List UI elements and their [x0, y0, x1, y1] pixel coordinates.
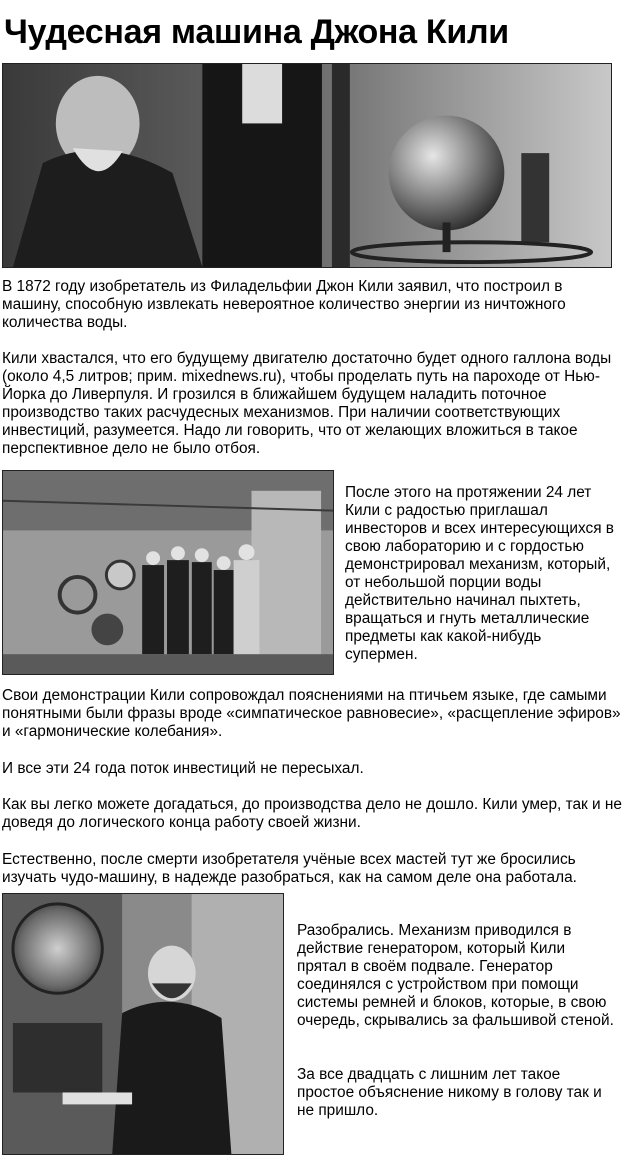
paragraph-explanation: Разобрались. Механизм приводился в действие генератором, который Кили прятал в своём подвале. Генератор соединялся с устройством при помощи системы ремней и блоков, которые, в свою очередь, скрывались за фальшивой стеной.	[297, 922, 614, 1029]
paragraph-scientists: Естественно, после смерти изобретателя учёные всех мастей тут же бросились изучать чудо-машину, в надежде разобраться, как на самом деле она работала.	[2, 851, 577, 886]
article-title: Чудесная машина Джона Кили	[4, 13, 509, 51]
paragraph-boast: Кили хвастался, что его будущему двигателю достаточно будет одного галлона воды (около 4,5 литров; прим. mixednews.ru), чтобы проделать путь на пароходе от Нью-Йорка до Ливерпуля. И грозился в ближайшем будущем наладить поточное производство таких расчудесных механизмов. При наличии соответствующих инвестиций, разумеется. Надо ли говорить, что от желающих вложиться в такое перспективное дело не было отбоя.	[2, 350, 612, 457]
paragraph-conclusion: За все двадцать с лишним лет такое простое объяснение никому в голову так и не пришло.	[297, 1066, 602, 1119]
paragraph-death: Как вы легко можете догадаться, до производства дело не дошло. Кили умер, так и не доведя до логического конца работу своей жизни.	[2, 796, 622, 831]
paragraph-jargon: Свои демонстрации Кили сопровождал пояснениями на птичьем языке, где самыми понятными были фразы вроде «симпатическое равновесие», «расщепление эфиров» и «гармонические колебания».	[2, 687, 621, 740]
photo-bottom-illustration	[3, 894, 283, 1154]
photo-top	[2, 63, 612, 268]
photo-middle-illustration	[3, 471, 333, 674]
paragraph-investments: И все эти 24 года поток инвестиций не пересыхал.	[2, 760, 364, 777]
paragraph-demonstrations: После этого на протяжении 24 лет Кили с радостью приглашал инвесторов и всех интересующихся в свою лабораторию и с гордостью демонстрировал механизм, который, от небольшой порции воды действительно начинал пыхтеть, вращаться и гнуть металлические предметы как какой-нибудь супермен.	[345, 484, 614, 663]
photo-middle	[2, 470, 334, 675]
photo-bottom	[2, 893, 284, 1155]
photo-top-illustration	[3, 64, 611, 267]
paragraph-intro: В 1872 году изобретатель из Филадельфии Джон Кили заявил, что построил в машину, способную извлекать невероятное количество энергии из ничтожного количества воды.	[2, 278, 566, 331]
